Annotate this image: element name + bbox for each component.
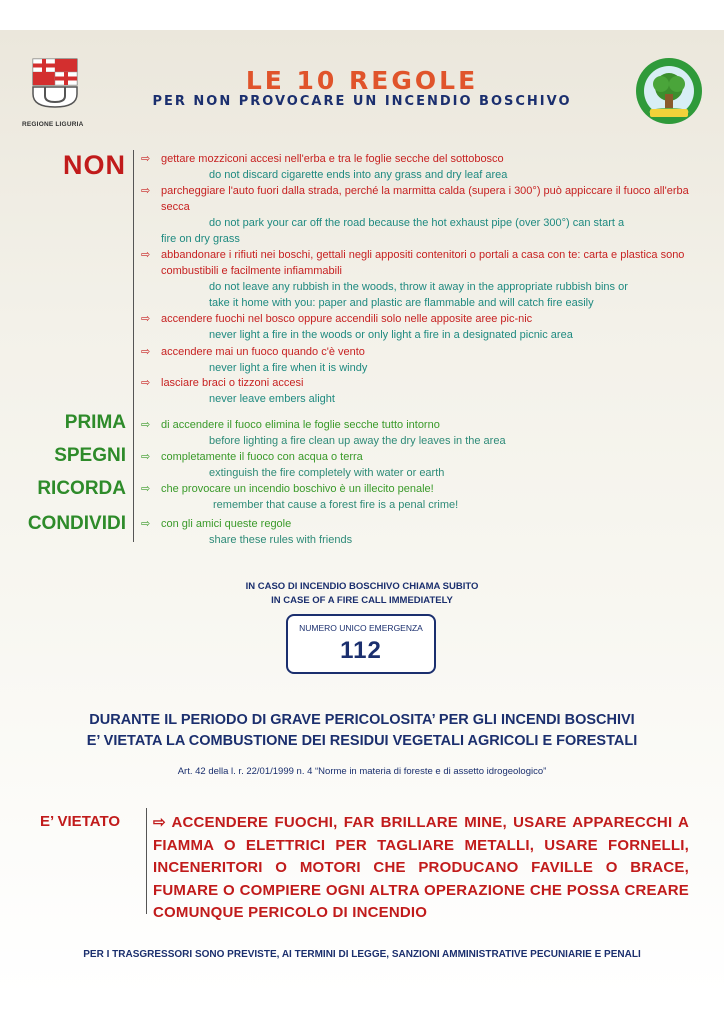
vietato-label: E’ VIETATO: [40, 813, 121, 830]
arrow-icon: ⇨: [141, 451, 151, 463]
rule-en: fire on dry grass: [161, 233, 240, 245]
emergency-number-box: [286, 614, 436, 674]
rule-it: abbandonare i rifiuti nei boschi, gettali negli appositi contenitori o portali a casa con te: carta e plastica sono combustibili e facilmente infiammabili: [161, 249, 685, 277]
arrow-icon: ⇨: [141, 483, 151, 495]
arrow-icon: ⇨: [141, 249, 151, 261]
rule-en: do not leave any rubbish in the woods, throw it away in the appropriate rubbish bins or: [209, 281, 628, 293]
category-prima: PRIMA: [64, 412, 126, 433]
non-rule: [141, 151, 701, 183]
warning-line-2: E’ VIETATA LA COMBUSTIONE DEI RESIDUI VEGETALI AGRICOLI E FORESTALI: [86, 733, 638, 749]
rule-it: gettare mozziconi accesi nell'erba e tra le foglie secche del sottobosco: [161, 153, 504, 165]
rule-en: never leave embers alight: [209, 393, 335, 405]
rule-en: take it home with you: paper and plastic are flammable and will catch fire easily: [209, 297, 594, 309]
rule-it: di accendere il fuoco elimina le foglie secche tutto intorno: [161, 419, 440, 431]
non-rule: [141, 344, 701, 376]
category-spegni: SPEGNI: [54, 445, 126, 466]
footer-sanctions: PER I TRASGRESSORI SONO PREVISTE, AI TERMINI DI LEGGE, SANZIONI AMMINISTRATIVE PECUNIARIE E PENALI: [83, 949, 641, 960]
arrow-icon: ⇨: [141, 518, 151, 530]
rule-en: do not park your car off the road because the hot exhaust pipe (over 300°) can start a: [209, 217, 625, 229]
poster-title: LE 10 REGOLE: [245, 66, 479, 95]
rule-en: extinguish the fire completely with water or earth: [209, 467, 445, 479]
ricorda-rule: [141, 481, 701, 513]
antincendio-logo: [634, 56, 704, 126]
warning-line-1: DURANTE IL PERIODO DI GRAVE PERICOLOSITA’ PER GLI INCENDI BOSCHIVI: [89, 712, 635, 728]
category-ricorda: RICORDA: [37, 478, 126, 499]
law-reference: Art. 42 della l. r. 22/01/1999 n. 4 “Norme in materia di foreste e di assetto idrogeologico”: [177, 766, 547, 777]
non-rule: [141, 247, 701, 311]
poster-subtitle: PER NON PROVOCARE UN INCENDIO BOSCHIVO: [152, 94, 572, 109]
forest-tree-badge-icon: [634, 56, 704, 126]
arrow-icon: ⇨: [141, 346, 151, 358]
condividi-rule: [141, 516, 701, 548]
rule-it: completamente il fuoco con acqua o terra: [161, 451, 363, 463]
rule-it: accendere mai un fuoco quando c'è vento: [161, 346, 365, 358]
arrow-icon: ⇨: [141, 153, 151, 165]
emergency-number: 112: [340, 637, 382, 664]
prima-rule: [141, 417, 701, 449]
rule-en: never light a fire when it is windy: [209, 362, 368, 374]
non-rule: [141, 311, 701, 343]
arrow-icon: ⇨: [141, 185, 151, 197]
rule-en: share these rules with friends: [209, 534, 353, 546]
rule-en: before lighting a fire clean up away the dry leaves in the area: [209, 435, 506, 447]
rule-en: remember that cause a forest fire is a penal crime!: [213, 499, 459, 511]
arrow-icon: ⇨: [153, 814, 166, 831]
rule-it: accendere fuochi nel bosco oppure accendili solo nelle apposite aree pic-nic: [161, 313, 533, 325]
arrow-icon: ⇨: [141, 377, 151, 389]
vietato-divider: [146, 808, 147, 914]
regione-liguria-logo: [22, 58, 92, 128]
non-rule: [141, 375, 701, 407]
rule-en: never light a fire in the woods or only light a fire in a designated picnic area: [209, 329, 573, 341]
vietato-text: ACCENDERE FUOCHI, FAR BRILLARE MINE, USARE APPARECCHI A FIAMMA O ELETTRICI PER TAGLIARE METALLI, USARE FORNELLI, INCENERITORI O MOTORI CHE PRODUCANO FAVILLE O BRACE, FUMARE O COMPIERE OGNI ALTRA OPERAZIONE CHE POSSA CREARE COMUNQUE PERICOLO DI INCENDIO: [153, 814, 690, 921]
spegni-rule: [141, 449, 701, 481]
rule-it: lasciare braci o tizzoni accesi: [161, 377, 304, 389]
vietato-text-block: [153, 812, 689, 925]
arrow-icon: ⇨: [141, 419, 151, 431]
emergency-number-label: NUMERO UNICO EMERGENZA: [299, 623, 423, 633]
rule-it: con gli amici queste regole: [161, 518, 292, 530]
rules-divider: [133, 150, 134, 542]
emergency-call-en: IN CASE OF A FIRE CALL IMMEDIATELY: [271, 595, 453, 606]
emergency-call-it: IN CASO DI INCENDIO BOSCHIVO CHIAMA SUBITO: [245, 581, 479, 592]
left-logo-label: REGIONE LIGURIA: [22, 121, 84, 128]
rule-it: che provocare un incendio boschivo è un illecito penale!: [161, 483, 434, 495]
category-non: NON: [63, 150, 126, 180]
non-rule: [141, 183, 701, 247]
arrow-icon: ⇨: [141, 313, 151, 325]
category-condividi: CONDIVIDI: [27, 513, 126, 534]
rule-it: parcheggiare l'auto fuori dalla strada, perché la marmitta calda (supera i 300°) può appiccare il fuoco all'erba secca: [161, 185, 689, 213]
rule-en: do not discard cigarette ends into any grass and dry leaf area: [209, 169, 508, 181]
liguria-crest-icon: [31, 58, 79, 108]
